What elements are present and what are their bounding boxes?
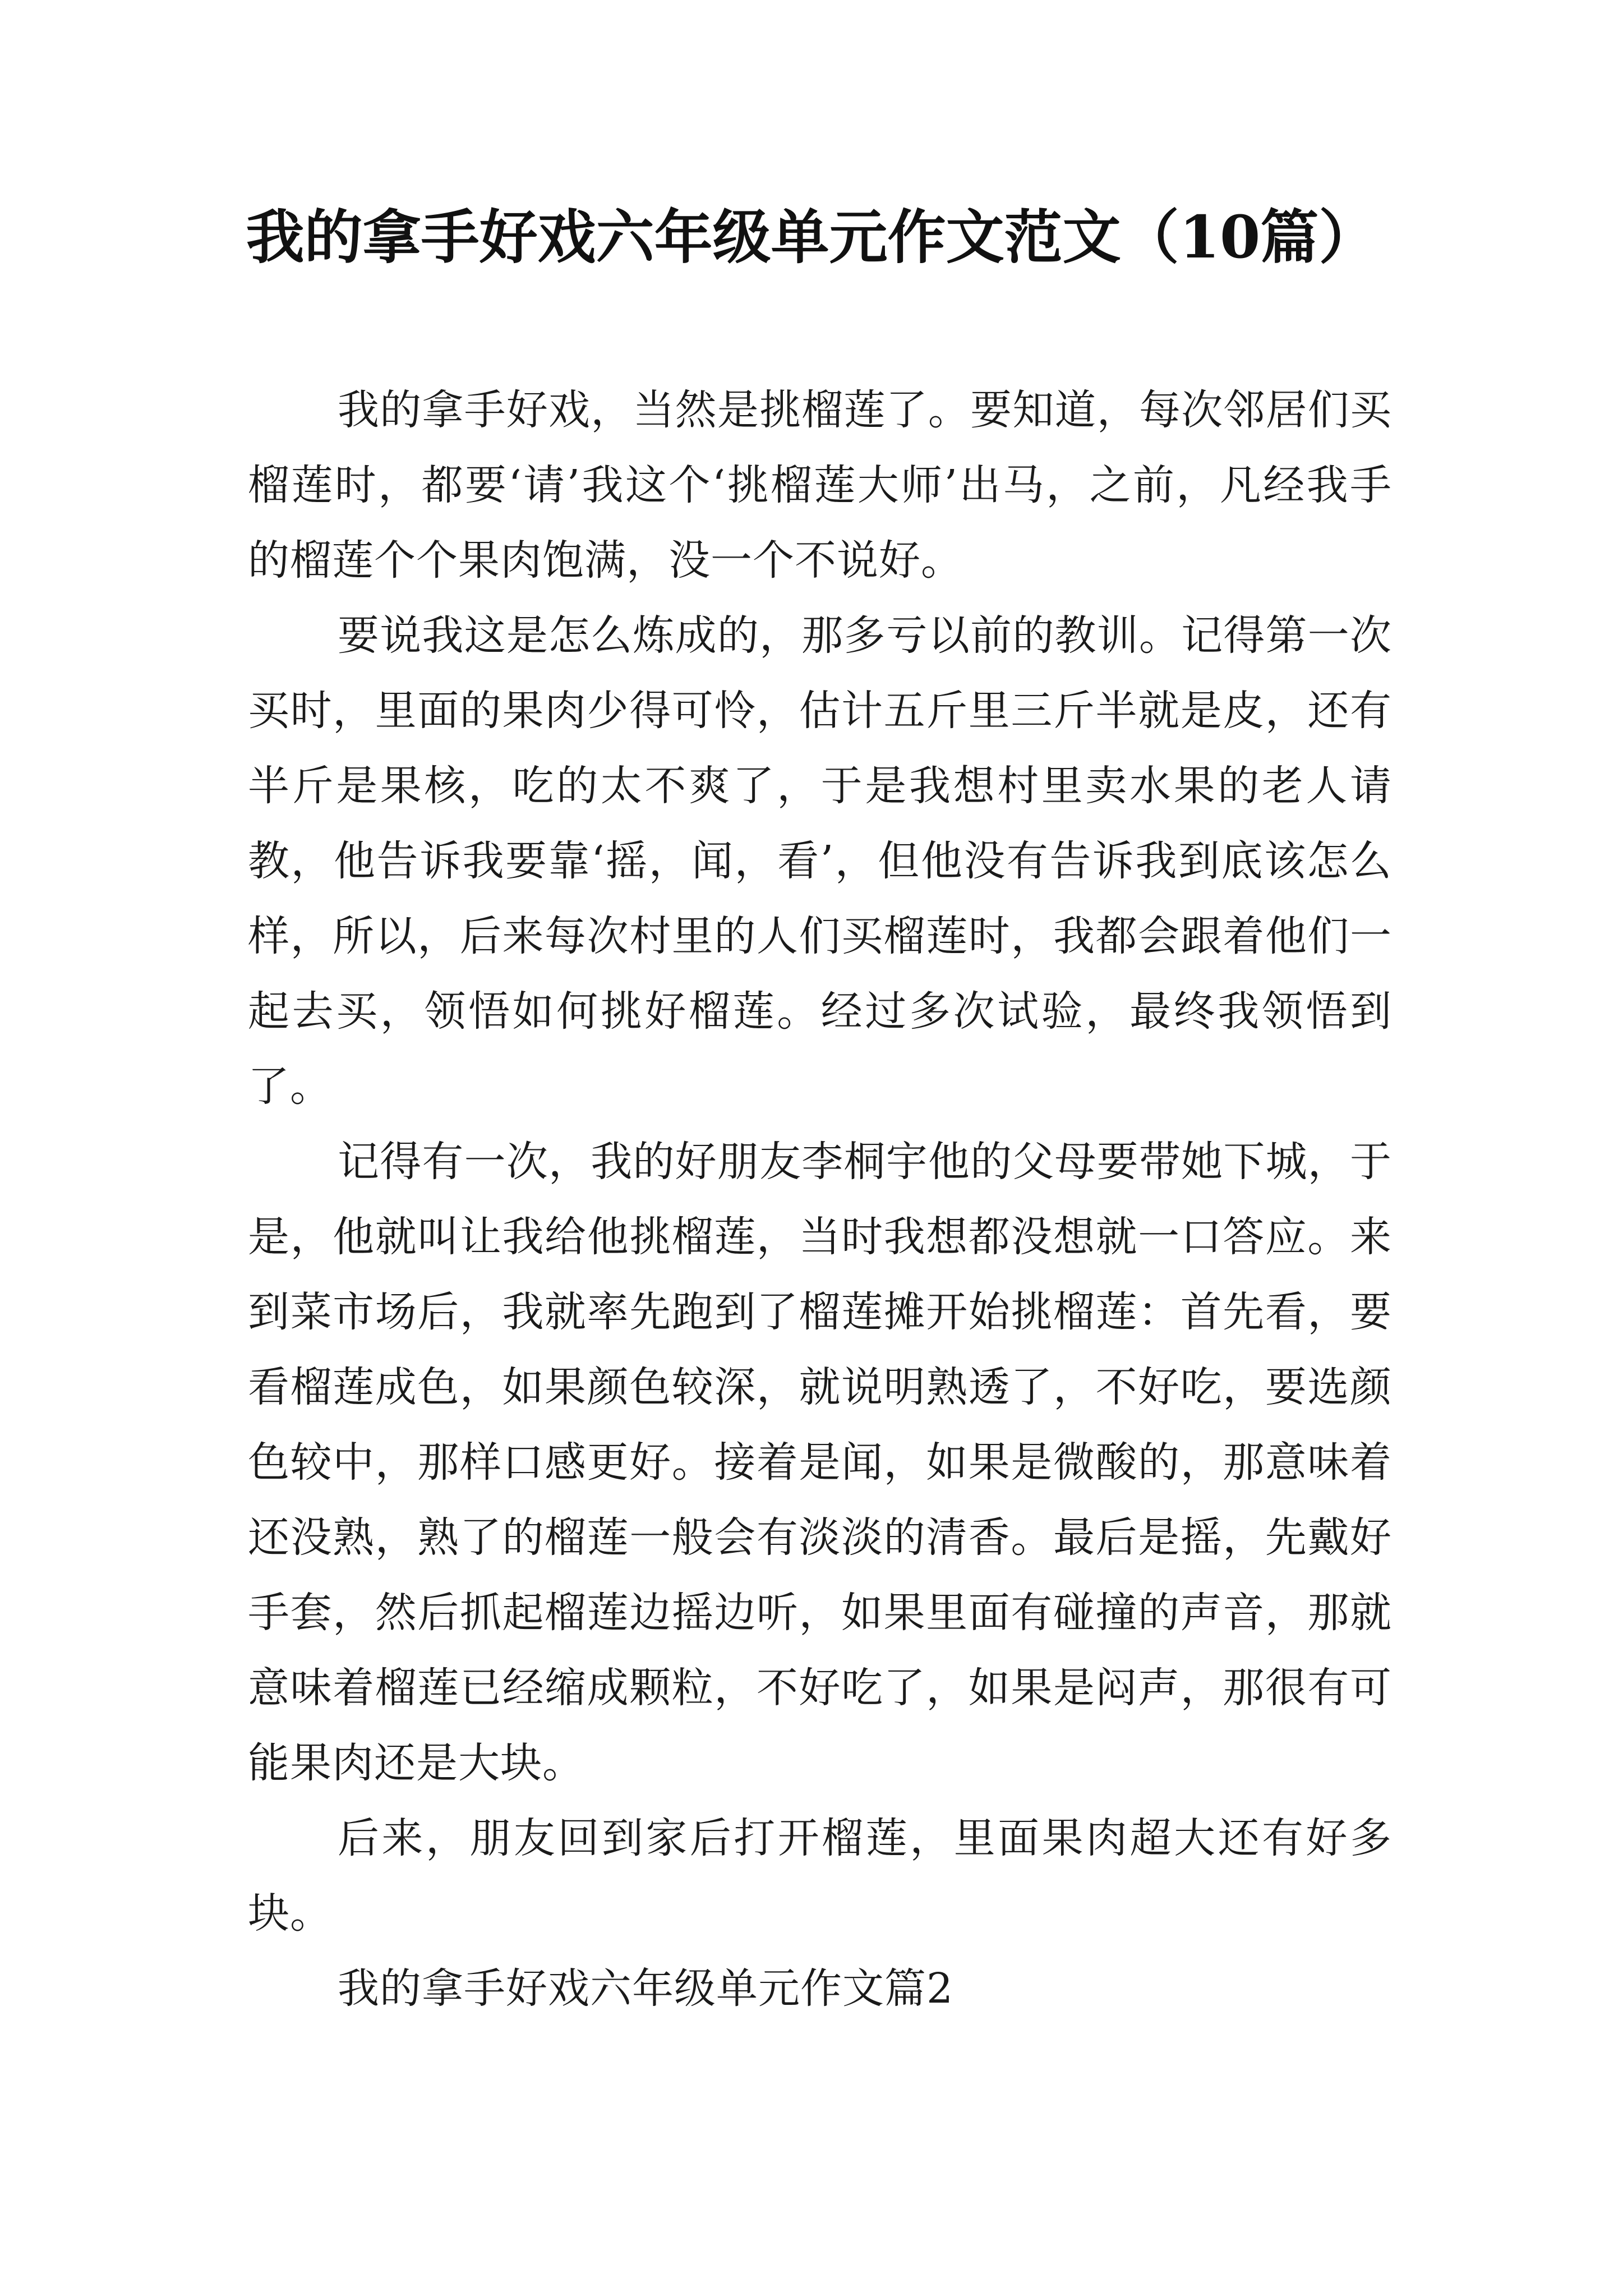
paragraph-2: 要说我这是怎么炼成的，那多亏以前的教训。记得第一次买时，里面的果肉少得可怜，估计五斤里三斤半就是皮，还有半斤是果核，吃的太不爽了，于是我想村里卖水果的老人请教，他告诉我要靠‘摇，闻，看’，但他没有告诉我到底该怎么样，所以，后来每次村里的人们买榴莲时，我都会跟着他们一起去买，领悟如何挑好榴莲。经过多次试验，最终我领悟到了。 [248,611,1392,1111]
paragraph-3: 记得有一次，我的好朋友李桐宇他的父母要带她下城，于是，他就叫让我给他挑榴莲，当时我想都没想就一口答应。来到菜市场后，我就率先跑到了榴莲摊开始挑榴莲：首先看，要看榴莲成色，如果颜色较深，就说明熟透了，不好吃，要选颜色较中，那样口感更好。接着是闻，如果是微酸的，那意味着还没熟，熟了的榴莲一般会有淡淡的清香。最后是摇，先戴好手套，然后抓起榴莲边摇边听，如果里面有碰撞的声音，那就意味着榴莲已经缩成颗粒，不好吃了，如果是闷声，那很有可能果肉还是大块。 [248,1138,1392,1787]
paragraph-1: 我的拿手好戏，当然是挑榴莲了。要知道，每次邻居们买榴莲时，都要‘请’我这个‘挑榴莲大师’出马，之前，凡经我手的榴莲个个果肉饱满，没一个不说好。 [248,386,1392,585]
document-body [248,372,1392,2026]
section-heading-essay-2: 我的拿手好戏六年级单元作文篇2 [338,1964,954,2013]
paragraph-4: 后来，朋友回到家后打开榴莲，里面果肉超大还有好多块。 [248,1814,1392,1938]
document-title: 我的拿手好戏六年级单元作文范文（10篇） [246,203,1377,272]
